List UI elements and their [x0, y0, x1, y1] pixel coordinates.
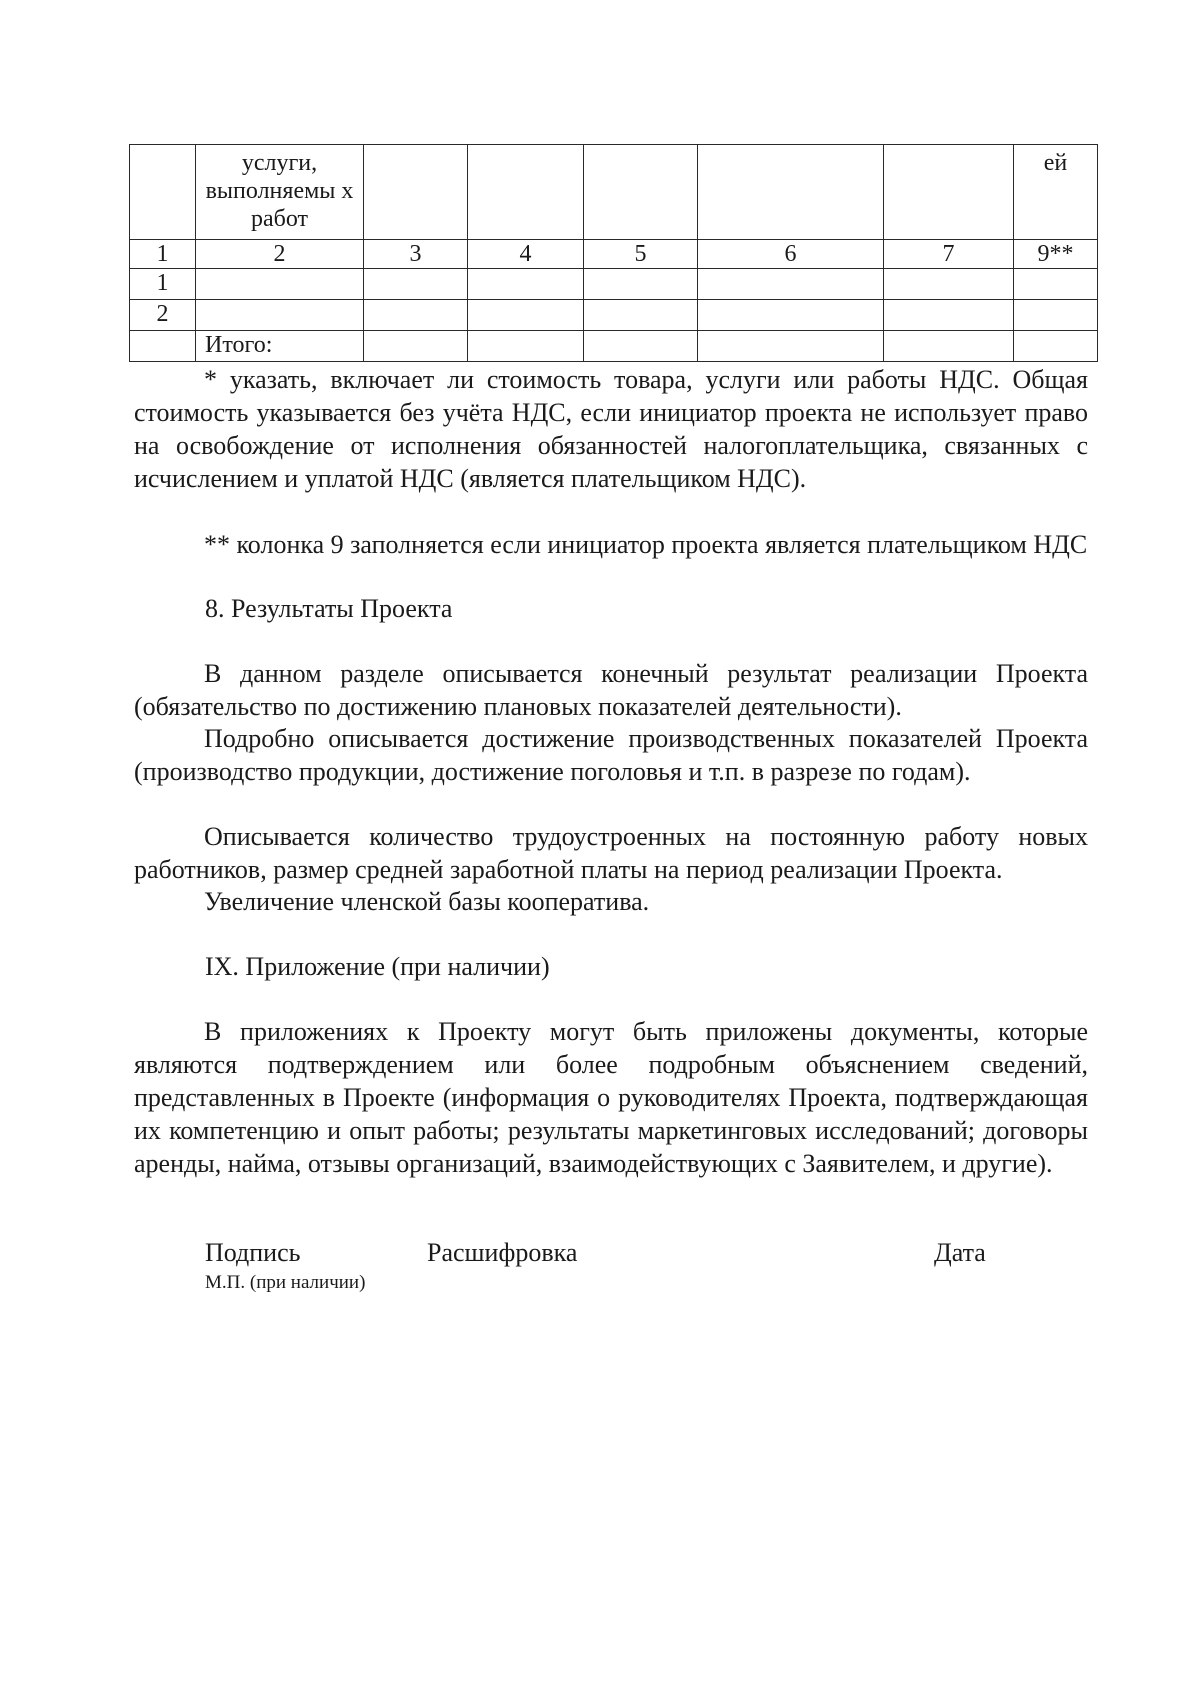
table-cell	[698, 269, 884, 300]
table-cell: 3	[364, 240, 468, 269]
table-cell	[1014, 331, 1098, 362]
table-cell: 1	[130, 240, 196, 269]
footnote-vat: * указать, включает ли стоимость товара, услуги или работы НДС. Общая стоимость указывается без учёта НДС, если инициатор проекта не использует право на освобождение от исполнения обязанностей налогоплательщика, связанных с исчислением и уплатой НДС (является плательщиком НДС).	[134, 365, 1088, 493]
table-cell: 2	[196, 240, 364, 269]
table-header-row	[130, 145, 1098, 240]
table-total-row	[130, 331, 1098, 362]
table-cell	[364, 269, 468, 300]
table-cell	[468, 269, 584, 300]
decode-label: Расшифровка	[427, 1238, 578, 1267]
table-cell: ей	[1014, 145, 1098, 240]
table-cell	[364, 145, 468, 240]
date-label: Дата	[934, 1238, 986, 1267]
total-label: Итого:	[196, 331, 364, 362]
table-cell: 2	[130, 300, 196, 331]
table-cell	[884, 331, 1014, 362]
table-cell	[698, 300, 884, 331]
table-cell	[468, 145, 584, 240]
table-cell	[884, 300, 1014, 331]
table-row	[130, 269, 1098, 300]
table-cell	[364, 300, 468, 331]
table-cell	[196, 300, 364, 331]
budget-table	[129, 144, 1098, 362]
table-cell	[130, 331, 196, 362]
table-cell	[196, 269, 364, 300]
table-cell: 9**	[1014, 240, 1098, 269]
table-column-number-row	[130, 240, 1098, 269]
table-cell	[584, 300, 698, 331]
table-cell	[130, 145, 196, 240]
section-9-paragraph: В приложениях к Проекту могут быть приложены документы, которые являются подтверждением или более подробным объяснением сведений, представленных в Проекте (информация о руководителях Проекта, подтверждающая их компетенцию и опыт работы; результаты маркетинговых исследований; договоры аренды, найма, отзывы организаций, взаимодействующих с Заявителем, и другие).	[134, 1017, 1088, 1178]
table-cell: 1	[130, 269, 196, 300]
table-cell	[884, 145, 1014, 240]
table-cell: 4	[468, 240, 584, 269]
section-8-paragraph-3: Описывается количество трудоустроенных на постоянную работу новых работников, размер средней заработной платы на период реализации Проекта.	[134, 822, 1088, 884]
signature-label: Подпись	[205, 1238, 301, 1267]
footnote-column-9: ** колонка 9 заполняется если инициатор проекта является плательщиком НДС	[204, 530, 1088, 559]
section-8-paragraph-4: Увеличение членской базы кооператива.	[204, 887, 650, 916]
table-cell	[698, 331, 884, 362]
seal-note: М.П. (при наличии)	[205, 1272, 366, 1293]
table-row	[130, 300, 1098, 331]
section-9-title: IX. Приложение (при наличии)	[205, 952, 550, 981]
table-cell: 7	[884, 240, 1014, 269]
table-cell	[584, 145, 698, 240]
table-cell	[698, 145, 884, 240]
section-8-paragraph-2: Подробно описывается достижение производственных показателей Проекта (производство продукции, достижение поголовья и т.п. в разрезе по годам).	[134, 724, 1088, 786]
table-cell: 6	[698, 240, 884, 269]
section-8-title: 8. Результаты Проекта	[205, 594, 453, 623]
table-cell	[584, 269, 698, 300]
table-cell	[1014, 300, 1098, 331]
table-cell: услуги, выполняемы х работ	[196, 145, 364, 240]
section-8-paragraph-1: В данном разделе описывается конечный результат реализации Проекта (обязательство по достижению плановых показателей деятельности).	[134, 659, 1088, 721]
table-cell	[364, 331, 468, 362]
table-cell	[884, 269, 1014, 300]
table-cell	[584, 331, 698, 362]
table-cell	[1014, 269, 1098, 300]
table-cell: 5	[584, 240, 698, 269]
table-cell	[468, 300, 584, 331]
table-cell	[468, 331, 584, 362]
